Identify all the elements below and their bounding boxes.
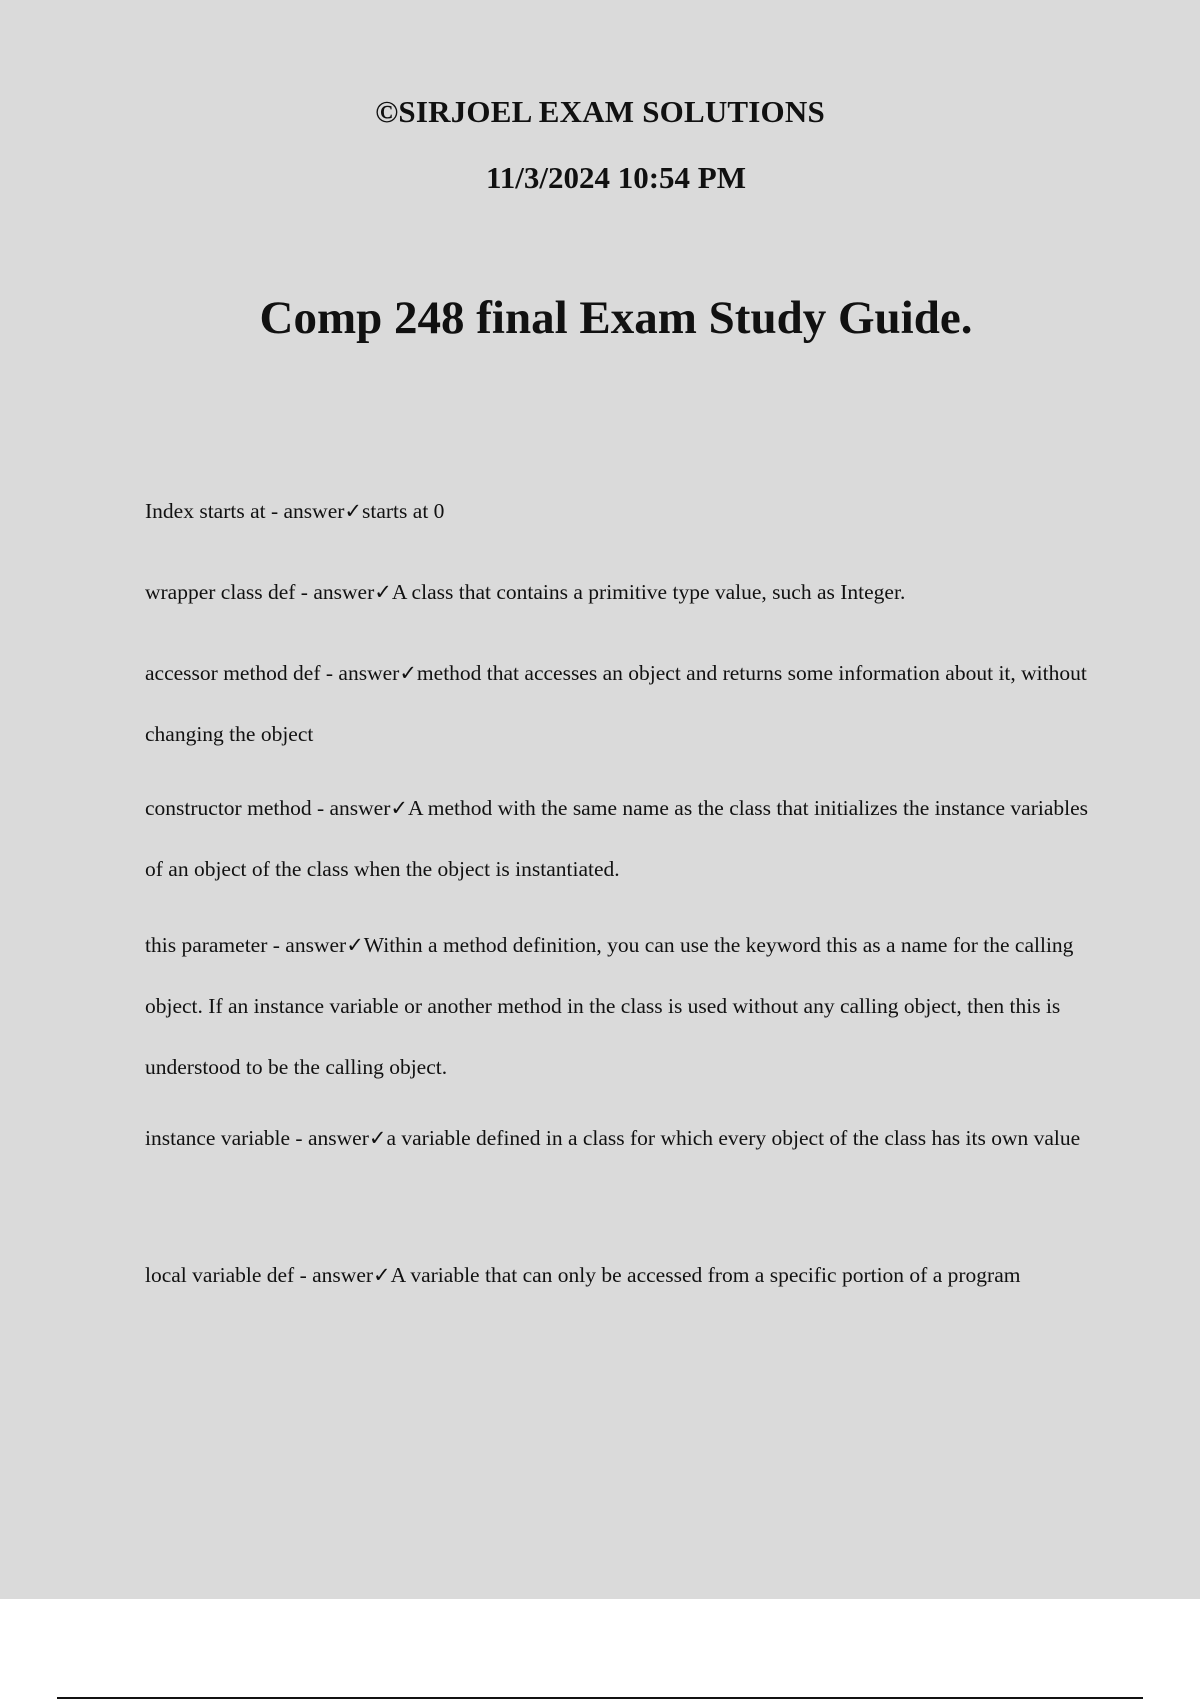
qa-item-constructor-method <box>145 778 1095 900</box>
checkmark-icon: ✓ <box>346 933 364 957</box>
qa-term: instance variable - answer <box>145 1126 369 1150</box>
qa-term: wrapper class def - answer <box>145 580 375 604</box>
qa-answer: A method with the same name as the class that initializes the instance variables of an object of the class when the object is instantiated. <box>145 796 1089 881</box>
qa-answer: A class that contains a primitive type value, such as Integer. <box>391 580 906 604</box>
qa-item-wrapper-class <box>145 562 1095 623</box>
checkmark-icon: ✓ <box>399 661 417 685</box>
timestamp-heading: 11/3/2024 10:54 PM <box>485 160 747 195</box>
qa-answer: method that accesses an object and returns some information about it, without changing the object <box>145 661 1087 746</box>
qa-answer: Within a method definition, you can use the keyword this as a name for the calling object. If an instance variable or another method in the class is used without any calling object, then this is understood to be the calling object. <box>145 933 1074 1079</box>
qa-answer: A variable that can only be accessed from a specific portion of a program <box>390 1263 1021 1287</box>
checkmark-icon: ✓ <box>344 499 363 523</box>
checkmark-icon: ✓ <box>390 796 408 820</box>
qa-item-local-variable <box>145 1245 1095 1306</box>
footer-divider <box>57 1697 1143 1699</box>
checkmark-icon: ✓ <box>373 1263 391 1287</box>
qa-answer: a variable defined in a class for which every object of the class has its own value <box>386 1126 1081 1150</box>
watermark-heading: ©SIRJOEL EXAM SOLUTIONS <box>375 94 825 129</box>
document-title: Comp 248 final Exam Study Guide. <box>259 292 973 344</box>
qa-term: local variable def - answer <box>145 1263 374 1287</box>
qa-term: accessor method def - answer <box>145 661 400 685</box>
qa-item-index <box>145 481 1095 542</box>
qa-term: Index starts at - answer <box>145 499 345 523</box>
checkmark-icon: ✓ <box>368 1126 387 1150</box>
qa-item-instance-variable <box>145 1108 1095 1169</box>
qa-answer: starts at 0 <box>362 499 445 523</box>
qa-term: this parameter - answer <box>145 933 347 957</box>
qa-item-accessor-method <box>145 643 1095 765</box>
checkmark-icon: ✓ <box>374 580 392 604</box>
qa-item-this-parameter <box>145 915 1095 1098</box>
qa-term: constructor method - answer <box>145 796 391 820</box>
